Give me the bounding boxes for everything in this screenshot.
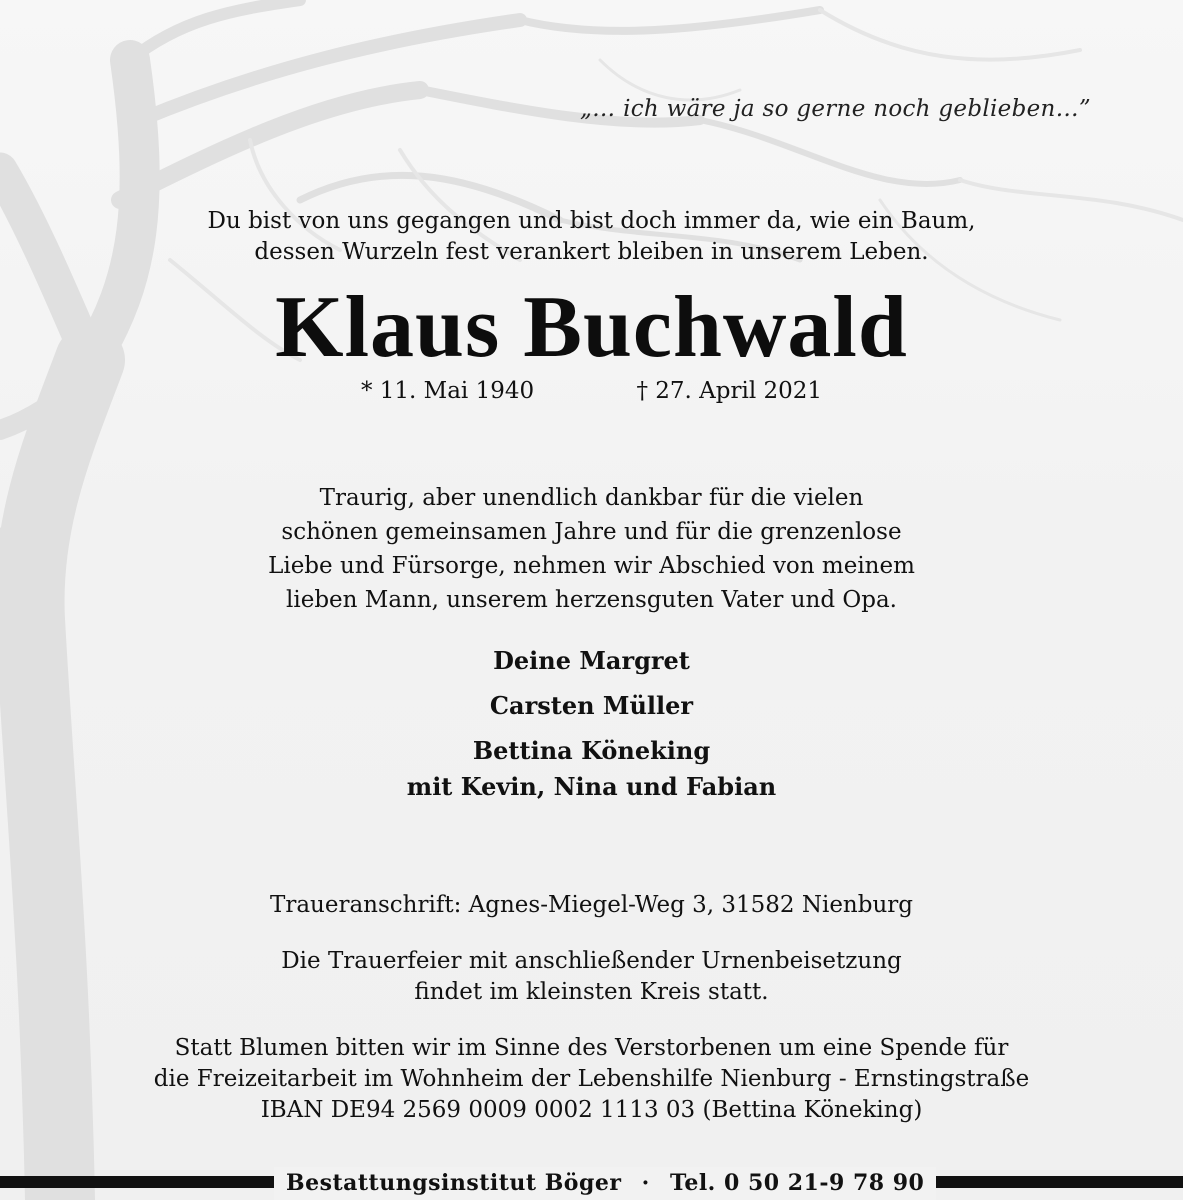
birth-date: * 11. Mai 1940 [360,378,535,404]
donation-request [0,1033,1183,1126]
intro-verse [0,206,1183,268]
message-line: schönen gemeinsamen Jahre und für die grenzenlose [281,519,902,545]
mourner-name: Carsten Müller [489,691,694,720]
ceremony-line: Die Trauerfeier mit anschließender Urnenbeisetzung [281,948,902,974]
quote: „… ich wäre ja so gerne noch geblieben…” [579,96,1091,122]
message-line: Liebe und Fürsorge, nehmen wir Abschied von meinem [268,553,915,579]
message-line: Traurig, aber unendlich dankbar für die vielen [319,485,864,511]
funeral-home-phone: Tel. 0 50 21-9 78 90 [669,1170,925,1196]
message-line: lieben Mann, unserem herzensguten Vater und Opa. [286,587,897,613]
ceremony-line: findet im kleinsten Kreis statt. [414,979,769,1005]
donation-line: Statt Blumen bitten wir im Sinne des Verstorbenen um eine Spende für [174,1035,1009,1061]
farewell-message [0,481,1183,617]
mourner-name: Deine Margret [493,646,690,675]
funeral-home-footer [274,1167,936,1200]
intro-line: dessen Wurzeln fest verankert bleiben in unserem Leben. [254,239,929,265]
donation-line: IBAN DE94 2569 0009 0002 1113 03 (Bettina Köneking) [260,1097,923,1123]
intro-line: Du bist von uns gegangen und bist doch immer da, wie ein Baum, [207,208,976,234]
life-dates [0,376,1183,406]
funeral-home-name: Bestattungsinstitut Böger [286,1170,622,1196]
mourning-address: Traueranschrift: Agnes-Miegel-Weg 3, 31582 Nienburg [269,892,913,918]
donation-line: die Freizeitarbeit im Wohnheim der Lebenshilfe Nienburg - Ernstingstraße [153,1066,1030,1092]
deceased-name: Klaus Buchwald [275,279,908,376]
ceremony-info [0,946,1183,1008]
mourner-name: Bettina Köneking [472,736,711,765]
footer-separator: · [641,1170,650,1196]
death-date: † 27. April 2021 [636,378,823,404]
mourner-name: mit Kevin, Nina und Fabian [406,772,777,801]
